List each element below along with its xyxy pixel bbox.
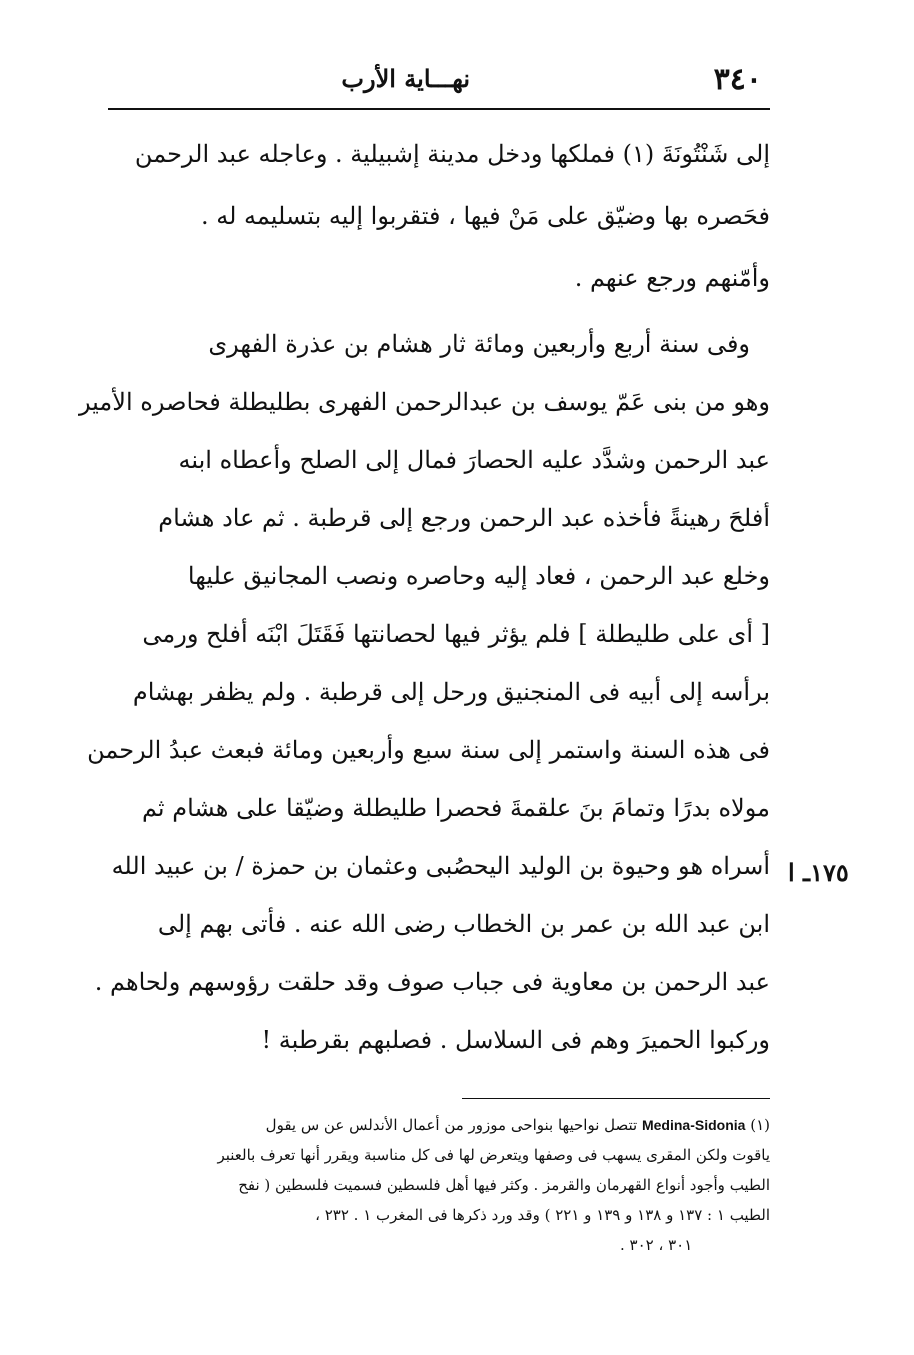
text-line: عبد الرحمن بن معاوية فى جباب صوف وقد حلقت رؤوسهم ولحاهم .	[94, 968, 770, 996]
text-line: وفى سنة أربع وأربعين ومائة ثار هشام بن عذرة الفهرى	[208, 330, 750, 358]
text-line: وهو من بنى عَمّ يوسف بن عبدالرحمن الفهرى بطليطلة فحاصره الأمير	[78, 388, 770, 416]
text-line: ابن عبد الله بن عمر بن الخطاب رضى الله عنه . فأتى بهم إلى	[157, 910, 770, 938]
header-rule	[108, 108, 770, 110]
footnote-line	[266, 1110, 770, 1140]
text-line: وخلع عبد الرحمن ، فعاد إليه وحاصره ونصب المجانيق عليها	[187, 562, 770, 590]
text-line: [ أى على طليطلة ] فلم يؤثر فيها لحصانتها فَقَتَلَ ابْنَه أفلح ورمى	[142, 620, 770, 648]
running-head	[108, 58, 770, 102]
footnote-line: الطيب وأجود أنواع القهرمان والقرمز . وكثر فيها أهل فلسطين فسميت فلسطين ( نفح	[238, 1176, 770, 1194]
page-number: ٣٤٠	[713, 62, 762, 97]
footnote-line: ياقوت ولكن المقرى يسهب فى وصفها ويتعرض لها فى كل مناسبة ويقرر أنها تعرف بالعنبر	[217, 1146, 770, 1164]
text-line: وركبوا الحميرَ وهم فى السلاسل . فصلبهم بقرطبة !	[261, 1026, 770, 1054]
footnote-line: الطيب ١ : ١٣٧ و ١٣٨ و ١٣٩ و ٢٢١ ) وقد ورد ذكرها فى المغرب ١ . ٢٣٢ ،	[315, 1206, 770, 1224]
footnote-rule	[462, 1098, 770, 1099]
text-line: برأسه إلى أبيه فى المنجنيق ورحل إلى قرطبة . ولم يظفر بهشام	[132, 678, 770, 706]
text-line: فحَصره بها وضيّق على مَنْ فيها ، فتقربوا إليه بتسليمه له .	[200, 202, 770, 230]
text-line: أسراه هو وحيوة بن الوليد اليحصُبى وعثمان بن حمزة / بن عبيد الله	[111, 852, 770, 880]
book-title: نهـــاية الأرب	[341, 64, 470, 93]
text-line: إلى شَنْتُونَةَ (١) فملكها ودخل مدينة إشبيلية . وعاجله عبد الرحمن	[134, 140, 770, 168]
footnote-latin-term: Medina-Sidonia	[641, 1117, 746, 1133]
footnote-line: ٣٠١ ، ٣٠٢ .	[620, 1236, 693, 1254]
text-line: وأمّنهم ورجع عنهم .	[574, 264, 770, 292]
text-line: فى هذه السنة واستمر إلى سنة سبع وأربعين ومائة فبعث عبدُ الرحمن	[87, 736, 770, 764]
text-line: أفلحَ رهينةً فأخذه عبد الرحمن ورجع إلى قرطبة . ثم عاد هشام	[158, 504, 770, 532]
margin-folio-note: ١٧٥ـ ا	[788, 858, 849, 887]
text-line: مولاه بدرًا وتمامَ بنَ علقمةَ فحصرا طليطلة وضيّقا على هشام ثم	[141, 794, 770, 822]
footnote-text: تتصل نواحيها بنواحى موزور من أعمال الأندلس عن س يقول	[265, 1116, 638, 1134]
text-line: عبد الرحمن وشدَّد عليه الحصارَ فمال إلى الصلح وأعطاه ابنه	[178, 446, 770, 474]
footnote-marker: (١)	[750, 1116, 770, 1134]
